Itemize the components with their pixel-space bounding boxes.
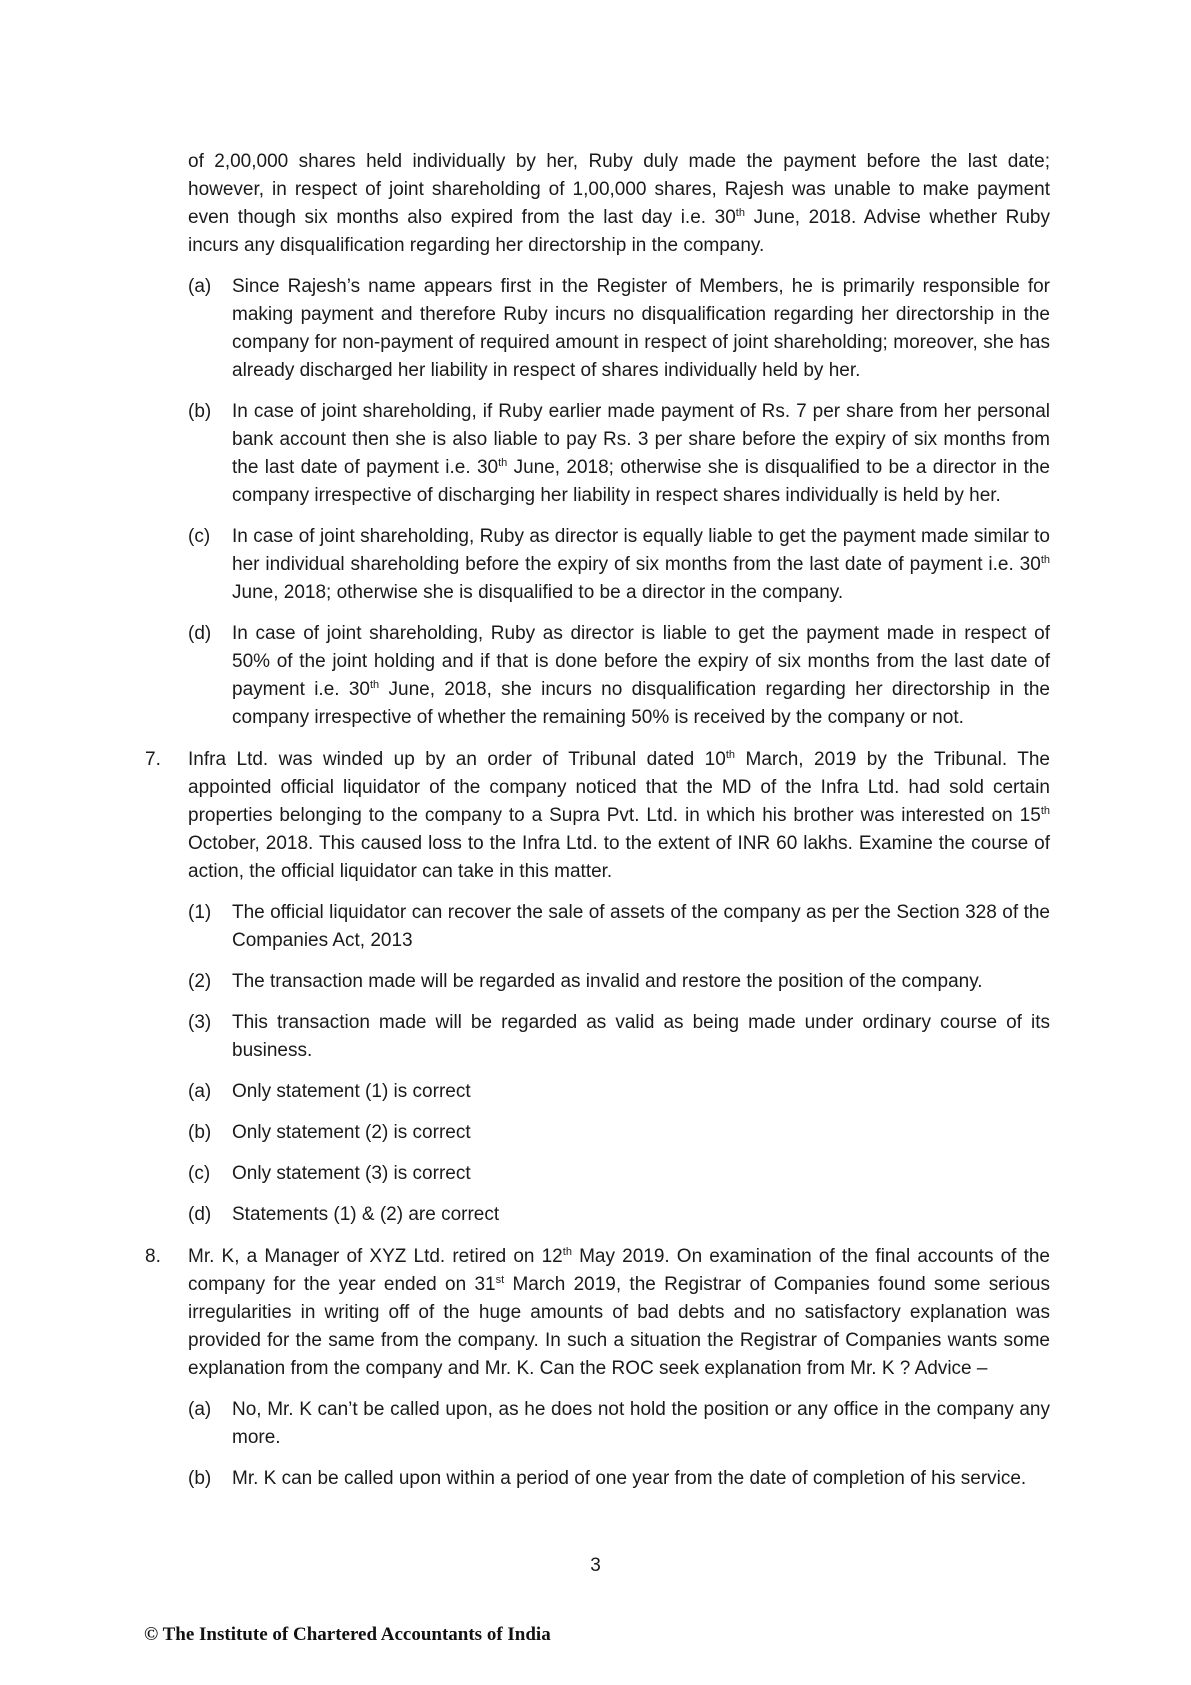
statement-label: (1) (188, 902, 212, 923)
option-label: (c) (188, 526, 211, 547)
statement-1 (0, 899, 1191, 955)
statement-text: This transaction made will be regarded as valid as being made under ordinary course of its business. (232, 1012, 1050, 1061)
question-6-option-a (0, 273, 1191, 385)
option-label: (a) (188, 276, 212, 297)
statement-label: (2) (188, 971, 212, 992)
question-number: 8. (145, 1246, 161, 1267)
question-7 (0, 746, 1191, 886)
question-8 (0, 1243, 1191, 1383)
question-number: 7. (145, 749, 161, 770)
option-label: (d) (188, 623, 212, 644)
question-8-options (0, 1396, 1191, 1493)
question-text: Infra Ltd. was winded up by an order of Tribunal dated 10th March, 2019 by the Tribunal. The appointed official liquidator of the company noticed that the MD of the Infra Ltd. had sold certain properties belonging to the company to a Supra Pvt. Ltd. in which his brother was interested on 15th October, 2018. This caused loss to the Infra Ltd. to the extent of INR 60 lakhs. Examine the course of action, the official liquidator can take in this matter. (188, 749, 1050, 882)
option-text: In case of joint shareholding, Ruby as director is equally liable to get the payment made similar to her individual shareholding before the expiry of six months from the last date of payment i.e. 30th June, 2018; otherwise she is disqualified to be a director in the company. (232, 526, 1050, 603)
question-6-option-c (0, 523, 1191, 607)
option-label: (b) (188, 1122, 212, 1143)
option-label: (b) (188, 401, 212, 422)
option-text: No, Mr. K can’t be called upon, as he does not hold the position or any office in the company any more. (232, 1399, 1050, 1448)
option-text: In case of joint shareholding, if Ruby earlier made payment of Rs. 7 per share from her personal bank account then she is also liable to pay Rs. 3 per share before the expiry of six months from the last date of payment i.e. 30th June, 2018; otherwise she is disqualified to be a director in the company irrespective of discharging her liability in respect shares individually is held by her. (232, 401, 1050, 506)
option-text: Mr. K can be called upon within a period of one year from the date of completion of his service. (232, 1468, 1027, 1489)
option-text: Only statement (2) is correct (232, 1122, 471, 1143)
question-6-continuation: of 2,00,000 shares held individually by her, Ruby duly made the payment before the last date; however, in respect of joint shareholding of 1,00,000 shares, Rajesh was unable to make payment even though six months also expired from the last day i.e. 30th June, 2018. Advise whether Ruby incurs any disqualification regarding her directorship in the company. (188, 151, 1050, 256)
page-content (0, 148, 1191, 1493)
question-7-option-a (0, 1078, 1191, 1106)
option-label: (c) (188, 1163, 211, 1184)
statement-2 (0, 968, 1191, 996)
question-6-options (0, 273, 1191, 732)
question-6-option-b (0, 398, 1191, 510)
statement-label: (3) (188, 1012, 212, 1033)
option-label: (d) (188, 1204, 212, 1225)
statement-text: The official liquidator can recover the sale of assets of the company as per the Section 328 of the Companies Act, 2013 (232, 902, 1050, 951)
question-7-option-b (0, 1119, 1191, 1147)
option-label: (a) (188, 1081, 212, 1102)
option-text: Statements (1) & (2) are correct (232, 1204, 500, 1225)
question-7-option-c (0, 1160, 1191, 1188)
option-label: (a) (188, 1399, 212, 1420)
statement-text: The transaction made will be regarded as invalid and restore the position of the company. (232, 971, 983, 992)
option-text: Only statement (1) is correct (232, 1081, 471, 1102)
question-7-option-d (0, 1201, 1191, 1229)
copyright-footer: © The Institute of Chartered Accountants of India (144, 1624, 551, 1645)
question-7-statements (0, 899, 1191, 1065)
option-label: (b) (188, 1468, 212, 1489)
page-number: 3 (590, 1555, 601, 1576)
statement-3 (0, 1009, 1191, 1065)
question-7-options (0, 1078, 1191, 1229)
question-8-option-b (0, 1465, 1191, 1493)
option-text: In case of joint shareholding, Ruby as director is liable to get the payment made in respect of 50% of the joint holding and if that is done before the expiry of six months from the last date of payment i.e. 30th June, 2018, she incurs no disqualification regarding her directorship in the company irrespective of whether the remaining 50% is received by the company or not. (232, 623, 1050, 728)
option-text: Since Rajesh’s name appears first in the Register of Members, he is primarily responsible for making payment and therefore Ruby incurs no disqualification regarding her directorship in the company for non-payment of required amount in respect of joint shareholding; moreover, she has already discharged her liability in respect of shares individually held by her. (232, 276, 1050, 381)
question-6-option-d (0, 620, 1191, 732)
question-text: Mr. K, a Manager of XYZ Ltd. retired on 12th May 2019. On examination of the final accounts of the company for the year ended on 31st March 2019, the Registrar of Companies found some serious irregularities in writing off of the huge amounts of bad debts and no satisfactory explanation was provided for the same from the company. In such a situation the Registrar of Companies wants some explanation from the company and Mr. K. Can the ROC seek explanation from Mr. K ? Advice – (188, 1246, 1050, 1379)
question-8-option-a (0, 1396, 1191, 1452)
option-text: Only statement (3) is correct (232, 1163, 471, 1184)
